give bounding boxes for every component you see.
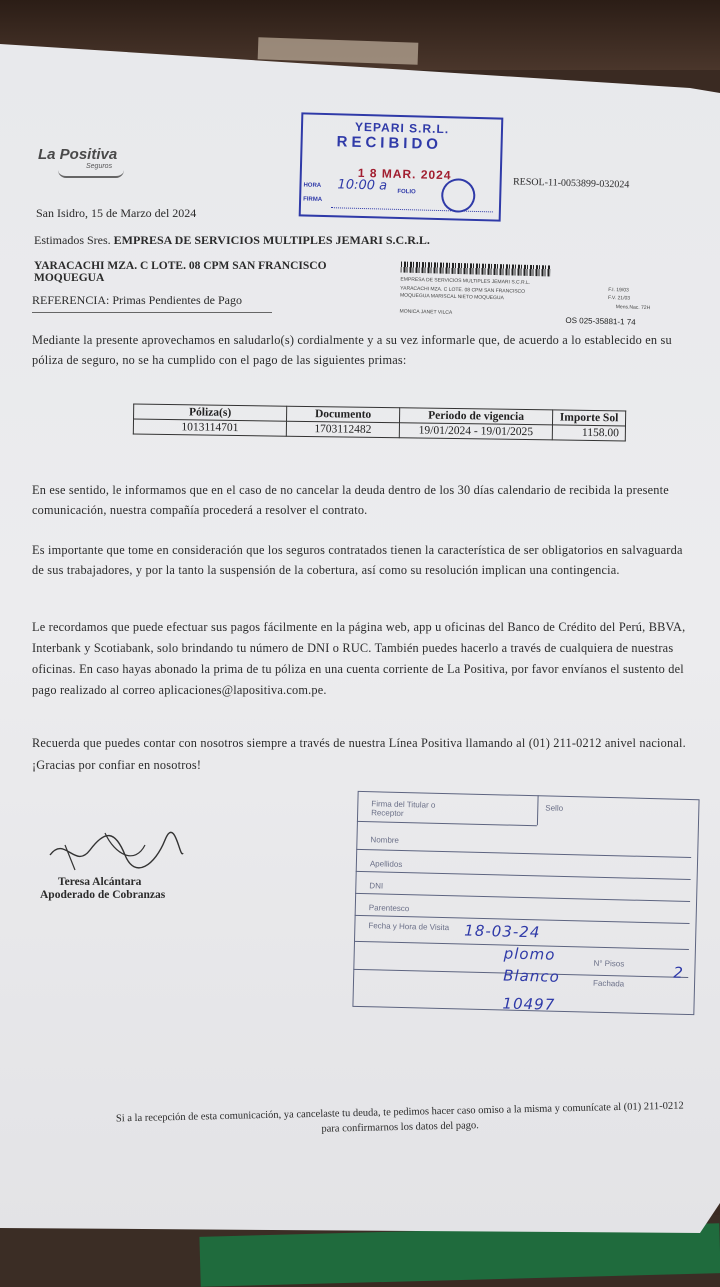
mail-label xyxy=(397,261,669,333)
form-label: N° Pisos xyxy=(593,958,625,969)
company-logo: La Positiva xyxy=(38,146,118,163)
location-date: San Isidro, 15 de Marzo del 2024 xyxy=(36,206,197,220)
stamp-company: YEPARI S.R.L. xyxy=(354,119,450,137)
table-header: Póliza(s) xyxy=(134,404,287,421)
signature-scribble-icon xyxy=(45,825,185,875)
form-label: Apellidos xyxy=(369,859,403,869)
form-label: Fecha y Hora de Visita xyxy=(368,921,450,933)
mail-label-code: OS 025-35881-1 74 xyxy=(565,315,636,327)
footer-note: Si a la recepción de esta comunicación, ya cancelaste tu deuda, te pedimos hacer caso omiso a la misma y comunícate al (01) 211-0212 para confirmarnos los datos del pago. xyxy=(115,1100,684,1135)
stamp-hora-value: 10:00 a xyxy=(337,177,388,194)
table-cell: 1013114701 xyxy=(133,419,286,436)
company-logo-sub: Seguros xyxy=(86,163,113,170)
mail-label-line-4: MONICA JANET VILCA xyxy=(399,308,453,316)
receipt-form xyxy=(352,791,697,1014)
stamp-hora-label: HORA xyxy=(303,182,322,189)
table-cell: 19/01/2024 - 19/01/2025 xyxy=(399,423,552,440)
mail-label-fi: F.I. 19/03 xyxy=(608,286,629,294)
intro-paragraph: Mediante la presente aprovechamos en saludarlo(s) cordialmente y a su vez informarle que, de acuerdo a lo establecido en su póliza de seguro, no se ha cumplido con el pago de las siguientes primas: xyxy=(32,333,672,367)
table-header: Documento xyxy=(287,406,400,423)
logo-swoosh-icon xyxy=(58,170,124,178)
reference-underline xyxy=(32,312,272,313)
stamp-firma-label: FIRMA xyxy=(303,196,323,203)
table-cell: 1158.00 xyxy=(552,425,625,441)
handwritten-date: 18-03-24 xyxy=(464,921,541,942)
handwritten-color-1: plomo xyxy=(503,944,556,964)
sello-label: Sello xyxy=(545,803,564,813)
signer-title: Apoderado de Cobranzas xyxy=(40,889,166,901)
paragraph-importance: Es importante que tome en consideración que los seguros contratados tienen la característica de ser obligatorios en salvaguarda de sus trabajadores, y por la tanto la suspensión de la cobertura, así como su resolución implican una contingencia. xyxy=(32,543,683,577)
mail-label-fv: F.V. 21/03 xyxy=(607,294,631,302)
mail-label-line-2: YARACACHI MZA. C LOTE. 08 CPM SAN FRANCISCO xyxy=(400,285,526,295)
reference: REFERENCIA: Primas Pendientes de Pago xyxy=(32,293,242,307)
resolution-number: RESOL-11-0053899-032024 xyxy=(512,176,630,191)
table-cell: 1703112482 xyxy=(286,421,399,438)
mail-label-line-1: EMPRESA DE SERVICIOS MULTIPLES JEMARI S.C.R.L. xyxy=(400,276,531,286)
paragraph-contact: Recuerda que puedes contar con nosotros siempre a través de nuestra Línea Positiva llamando al (01) 211-0212 anivel nacional. ¡Gracias por confiar en nosotros! xyxy=(32,736,686,772)
greeting-prefix: Estimados Sres. xyxy=(34,233,111,247)
address-line-2: MOQUEGUA xyxy=(34,272,105,284)
handwritten-color-2: Blanco xyxy=(502,966,561,986)
form-label: Parentesco xyxy=(368,903,410,914)
form-label: DNI xyxy=(369,881,384,891)
stamp-folio-label: FOLIO xyxy=(397,188,416,196)
handwritten-pisos: 2 xyxy=(673,963,685,982)
stamp-title: RECIBIDO xyxy=(336,133,443,154)
mail-label-mens: Mens.Nac. 72H xyxy=(615,304,651,312)
received-stamp xyxy=(299,112,504,221)
table-header: Periodo de vigencia xyxy=(399,408,552,425)
form-label: Fachada xyxy=(592,978,625,989)
paragraph-payment: Le recordamos que puede efectuar sus pagos fácilmente en la página web, app u oficinas del Banco de Crédito del Perú, BBVA, Interbank y Scotiabank, solo brindando tu número de DNI o RUC. También puedes hacerlo a través de cualquiera de nuestras oficinas. En caso hayas abonado la prima de tu póliza en una cuenta corriente de La Positiva, por favor envíanos el sustento del pago realizado al correo aplicaciones@lapositiva.com.pe. xyxy=(32,620,686,697)
mail-label-line-3: MOQUEGUA MARISCAL NIETO MOQUEGUA xyxy=(399,292,504,302)
greeting xyxy=(34,232,430,249)
signer-name: Teresa Alcántara xyxy=(58,876,142,888)
paragraph-deadline: En ese sentido, le informamos que en el caso de no cancelar la deuda dentro de los 30 días calendario de recibida la presente comunicación, nuestra compañía procederá a resolver el contrato. xyxy=(32,483,669,517)
handwritten-number: 10497 xyxy=(502,994,556,1014)
address-line-1: YARACACHI MZA. C LOTE. 08 CPM SAN FRANCISCO xyxy=(34,260,327,272)
table-header: Importe Sol xyxy=(552,410,625,426)
recipient-name: EMPRESA DE SERVICIOS MULTIPLES JEMARI S.C.R.L. xyxy=(113,233,430,247)
form-label: Firma del Titular o Receptor xyxy=(371,799,436,819)
form-label: Nombre xyxy=(370,835,400,845)
stamp-date: 1 8 MAR. 2024 xyxy=(357,165,452,183)
